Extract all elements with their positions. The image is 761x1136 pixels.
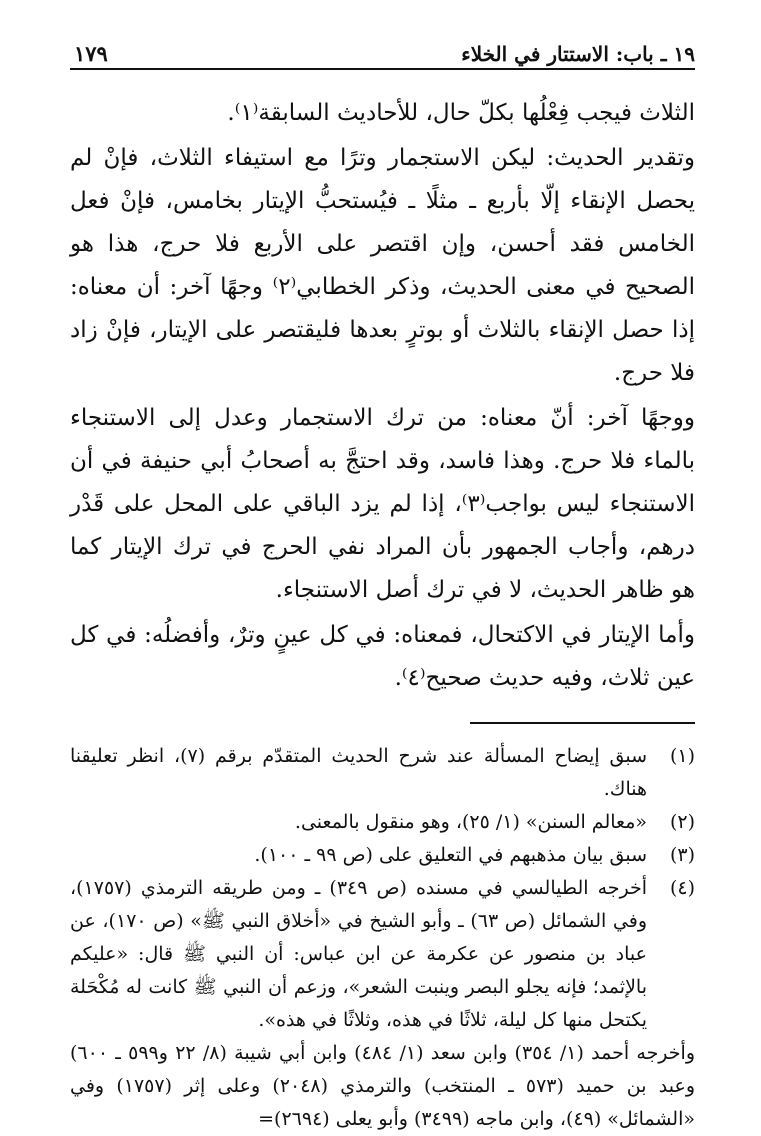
footnote-separator (470, 722, 695, 724)
footnote-4 (70, 872, 695, 1037)
main-text (70, 92, 695, 700)
paragraph-1: الثلاث فيجب فِعْلُها بكلّ حال، للأحاديث السابقة⁽١⁾. (227, 100, 695, 126)
footnote-1 (70, 740, 695, 806)
footnote-continuation: وأخرجه أحمد (١/ ٣٥٤) وابن سعد (١/ ٤٨٤) وابن أبي شيبة (٨/ ٢٢ و٥٩٩ ـ ٦٠٠) وعبد بن حميد (٥٧٣ ـ المنتخب) والترمذي (٢٠٤٨) وعلى إثر (١٧٥٧) وفي «الشمائل» (٤٩)، وابن ماجه (٣٤٩٩) وأبو يعلى (٢٦٩٤)= (70, 1042, 696, 1130)
paragraph-4: وأما الإيتار في الاكتحال، فمعناه: في كل عينٍ وترٌ، وأفضلُه: في كل عين ثلاث، وفيه حديث صحيح⁽٤⁾. (70, 622, 695, 691)
footnote-text: «معالم السنن» (١/ ٢٥)، وهو منقول بالمعنى. (294, 811, 647, 833)
footnote-2 (70, 806, 695, 839)
footnotes (70, 740, 695, 1136)
footnote-text: أخرجه الطيالسي في مسنده (ص ٣٤٩) ـ ومن طريقه الترمذي (١٧٥٧)، وفي الشمائل (ص ٦٣) ـ وأبو الشيخ في «أخلاق النبي ﷺ» (ص ١٧٠)، عن عباد بن منصور عن عكرمة عن ابن عباس: أن النبي ﷺ قال: «عليكم بالإثمد؛ فإنه يجلو البصر وينبت الشعر»، وزعم أن النبي ﷺ كانت له مُكْحَلة يكتحل منها كل ليلة، ثلاثًا في هذه، وثلاثًا في هذه». (70, 877, 648, 1031)
paragraph-2: وتقدير الحديث: ليكن الاستجمار وترًا مع استيفاء الثلاث، فإنْ لم يحصل الإنقاء إلّا بأربع ـ مثلًا ـ فيُستحبُّ الإيتار بخامس، فإنْ فعل الخامس فقد أحسن، وإن اقتصر على الأربع فلا حرج، هذا هو الصحيح في معنى الحديث، وذكر الخطابي⁽٢⁾ وجهًا آخر: أن معناه: إذا حصل الإنقاء بالثلاث أو بوترٍ بعدها فليقتصر على الإيتار، فإنْ زاد فلا حرج. (70, 145, 696, 386)
footnote-number: (٣) (669, 844, 695, 866)
footnote-text: سبق بيان مذهبهم في التعليق على (ص ٩٩ ـ ١٠٠). (254, 844, 647, 866)
running-header (70, 34, 695, 70)
footnote-number: (١) (669, 745, 695, 767)
chapter-title: ١٩ ـ باب: الاستتار في الخلاء (461, 42, 695, 66)
footnote-3 (70, 839, 695, 872)
page-number: ١٧٩ (74, 41, 108, 66)
footnote-text: سبق إيضاح المسألة عند شرح الحديث المتقدّم برقم (٧)، انظر تعليقنا هناك. (70, 745, 647, 800)
paragraph-3: ووجهًا آخر: أنّ معناه: من ترك الاستجمار وعدل إلى الاستنجاء بالماء فلا حرج. وهذا فاسد، وقد احتجَّ به أصحابُ أبي حنيفة في أن الاستنجاء ليس بواجب⁽٣⁾، إذا لم يزد الباقي على المحل على قَدْر درهم، وأجاب الجمهور بأن المراد نفي الحرج في ترك الإيتار كما هو ظاهر الحديث، لا في ترك أصل الاستنجاء. (70, 405, 695, 603)
footnote-number: (٤) (669, 877, 695, 899)
footnote-number: (٢) (669, 811, 695, 833)
